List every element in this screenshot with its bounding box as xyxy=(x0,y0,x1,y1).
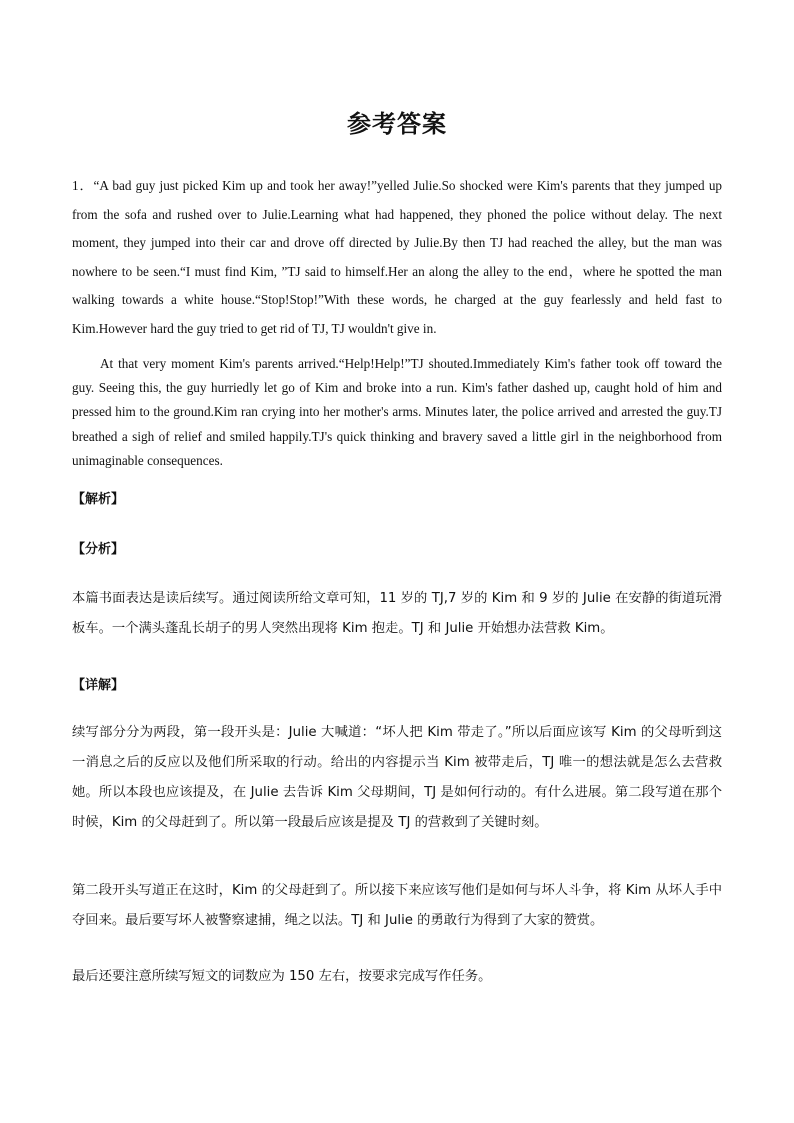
question-number: 1． xyxy=(72,178,94,193)
answer-text xyxy=(72,172,722,474)
fenxi-text: 本篇书面表达是读后续写。通过阅读所给文章可知，11 岁的 TJ,7 岁的 Kim 和 9 岁的 Julie 在安静的街道玩滑板车。一个满头蓬乱长胡子的男人突然出现将 Kim 抱走。TJ 和 Julie 开始想办法营救 Kim。 xyxy=(72,591,722,636)
fenxi-label: 【分析】 xyxy=(72,542,125,557)
xiangjie-paragraph-3: 最后还要注意所续写短文的词数应为 150 左右，按要求完成写作任务。 xyxy=(72,969,492,984)
xiangjie-label: 【详解】 xyxy=(72,678,125,693)
xiangjie-paragraph-2: 第二段开头写道正在这时，Kim 的父母赶到了。所以接下来应该写他们是如何与坏人斗争，将 Kim 从坏人手中夺回来。最后要写坏人被警察逮捕，绳之以法。TJ 和 Julie 的勇敢行为得到了大家的赞赏。 xyxy=(72,883,722,928)
answer-paragraph-1 xyxy=(72,172,722,344)
xiangjie-paragraph-1: 续写部分分为两段，第一段开头是：Julie 大喊道：“坏人把 Kim 带走了。”所以后面应该写 Kim 的父母听到这一消息之后的反应以及他们所采取的行动。给出的内容提示当 Kim 被带走后，TJ 唯一的想法就是怎么去营救她。所以本段也应该提及，在 Julie 去告诉 Kim 父母期间，TJ 是如何行动的。有什么进展。第二段写道在那个时候，Kim 的父母赶到了。所以第一段最后应该是提及 TJ 的营救到了关键时刻。 xyxy=(72,725,722,830)
jiexi-label: 【解析】 xyxy=(72,492,125,507)
answer-paragraph-1-text: “A bad guy just picked Kim up and took her away!”yelled Julie.So shocked were Kim's parents that they jumped up from the sofa and rushed over to Julie.Learning what had happened, they phoned the police without delay. The next moment, they jumped into their car and drove off directed by Julie.By then TJ had reached the alley, but the man was nowhere to be seen.“I must find Kim, ”TJ said to himself.Her an along the alley to the end，where he spotted the man walking towards a white house.“Stop!Stop!”With these words, he charged at the guy fearlessly and held fast to Kim.However hard the guy tried to get rid of TJ, TJ wouldn't give in. xyxy=(72,178,723,336)
page-title: 参考答案 xyxy=(347,110,447,138)
answer-paragraph-2: At that very moment Kim's parents arrived.“Help!Help!”TJ shouted.Immediately Kim's father took off toward the guy. Seeing this, the guy hurriedly let go of Kim and broke into a run. Kim's father dashed up, caught hold of him and pressed him to the ground.Kim ran crying into her mother's arms. Minutes later, the police arrived and arrested the guy.TJ breathed a sigh of relief and smiled happily.TJ's quick thinking and bravery saved a little girl in the neighborhood from unimaginable consequences. xyxy=(72,355,722,469)
